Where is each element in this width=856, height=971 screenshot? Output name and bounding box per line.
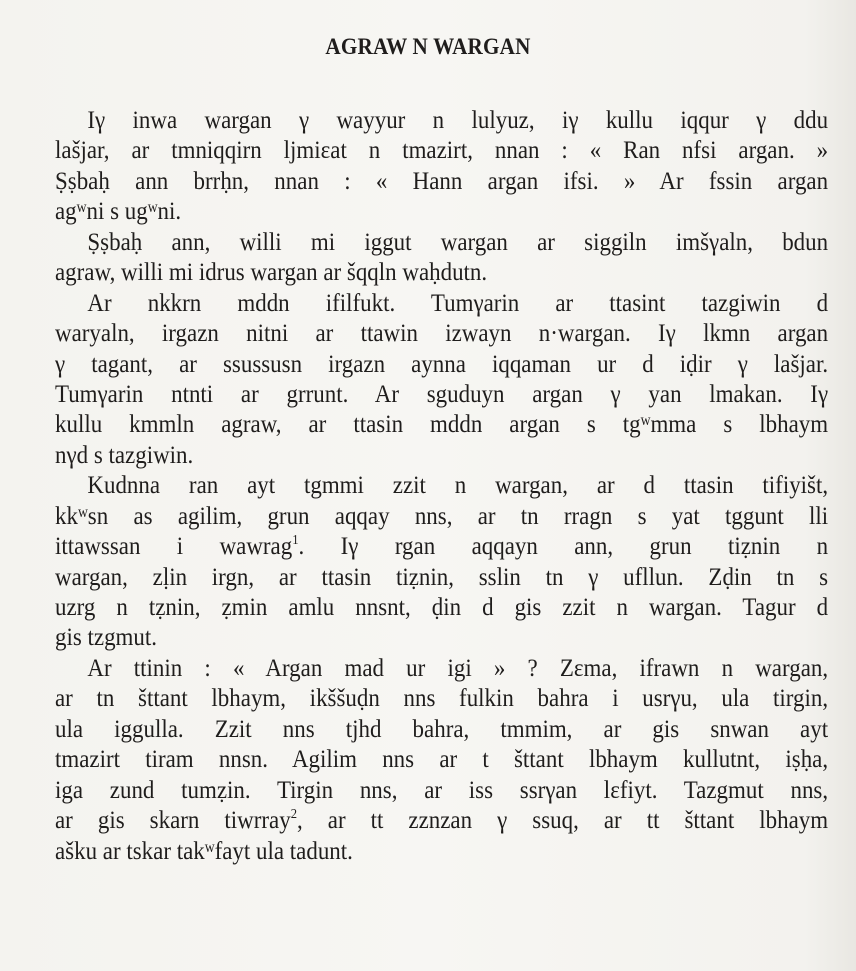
line-text: ar gis skarn tiwrray: [55, 805, 291, 835]
line-text: Iγ inwa wargan γ wayyur n lulyuz, iγ kullu iqqur γ ddu: [87, 105, 829, 134]
text-line: [55, 105, 828, 135]
line-text: lašjar, ar tmniqqirn ljmiεat n tmazirt, nnan : « Ran nfsi argan. »: [55, 135, 829, 165]
line-text: Ar nkkrn mddn ifilfukt. Tumγarin ar ttasint tazgiwin d: [87, 287, 829, 317]
text-line: [55, 227, 828, 257]
footnote-marker: 1: [292, 533, 299, 549]
line-text: wargan, zḷin irgn, ar ttasin tiẓnin, sslin tn γ ufllun. Zḍin tn s: [55, 561, 829, 591]
text-line: [55, 135, 828, 165]
text-line: [55, 349, 828, 379]
line-text: Tumγarin ntnti ar grrunt. Ar sguduyn argan γ yan lmakan. Iγ: [55, 378, 829, 408]
line-text: Ṣṣbaḥ ann brrḥn, nnan : « Hann argan ifsi. » Ar fssin argan: [55, 165, 829, 195]
line-text: ar tn šttant lbhaym, ikššuḍn nns fulkin bahra i usrγu, ula tirgin,: [55, 683, 829, 713]
document-body: [55, 105, 828, 866]
page-title: AGRAW N WARGAN: [325, 34, 531, 59]
text-line: [55, 166, 828, 196]
line-text: γ tagant, ar ssussusn irgazn aynna iqqaman ur d iḍir γ lašjar.: [55, 348, 829, 378]
line-text: Ṣṣbaḥ ann, willi mi iggut wargan ar siggiln imšγaln, bdun: [87, 226, 829, 256]
text-line: [55, 470, 828, 500]
line-text: kkʷsn as agilim, grun aqqay nns, ar tn rragn s yat tggunt lli: [55, 500, 829, 530]
text-line: [55, 196, 828, 226]
line-text: ittawssan i wawrag: [55, 531, 293, 561]
text-line: [55, 836, 828, 866]
line-text: gis tzgmut.: [55, 622, 158, 652]
line-text-rest: , ar tt zznzan γ ssuq, ar tt šttant lbhaym: [296, 805, 829, 835]
line-text-rest: . Iγ rgan aqqayn ann, grun tiẓnin n: [298, 531, 829, 561]
line-text: waryaln, irgazn nitni ar ttawin izwayn n·wargan. Iγ lkmn argan: [55, 318, 829, 348]
line-text: iga zund tumẓin. Tirgin nns, ar iss ssrγan lεfiyt. Tazgmut nns,: [55, 774, 829, 804]
line-text: nγd s tazgiwin.: [55, 439, 194, 469]
text-line: [55, 714, 828, 744]
text-line: [55, 318, 828, 348]
line-text: agʷni s ugʷni.: [55, 196, 182, 226]
text-line: [55, 683, 828, 713]
line-text: ula iggulla. Zzit nns tjhd bahra, tmmim, ar gis snwan ayt: [55, 713, 829, 743]
text-line: [55, 805, 828, 835]
text-line: [55, 744, 828, 774]
text-line: [55, 653, 828, 683]
text-line: [55, 531, 828, 561]
line-text: tmazirt tiram nnsn. Agilim nns ar t šttant lbhaym kullutnt, iṣḥa,: [55, 744, 829, 774]
line-text: Ar ttinin : « Argan mad ur igi » ? Zεma, ifrawn n wargan,: [87, 652, 829, 682]
footnote-marker: 2: [290, 807, 297, 823]
text-line: [55, 622, 828, 652]
line-text: kullu kmmln agraw, ar ttasin mddn argan s tgʷmma s lbhaym: [55, 409, 829, 439]
text-line: [55, 775, 828, 805]
line-text: uzrg n tẓnin, ẓmin amlu nnsnt, ḍin d gis zzit n wargan. Tagur d: [55, 592, 829, 621]
text-line: [55, 288, 828, 318]
text-line: [55, 440, 828, 470]
text-line: [55, 409, 828, 439]
text-line: [55, 379, 828, 409]
line-text: ašku ar tskar takʷfayt ula tadunt.: [55, 835, 353, 865]
text-line: [55, 562, 828, 592]
text-line: [55, 501, 828, 531]
line-text: agraw, willi mi idrus wargan ar šqqln waḥdutn.: [55, 257, 488, 287]
text-line: [55, 257, 828, 287]
line-text: Kudnna ran ayt tgmmi zzit n wargan, ar d ttasin tifiyišt,: [87, 470, 829, 500]
text-line: [55, 592, 828, 622]
